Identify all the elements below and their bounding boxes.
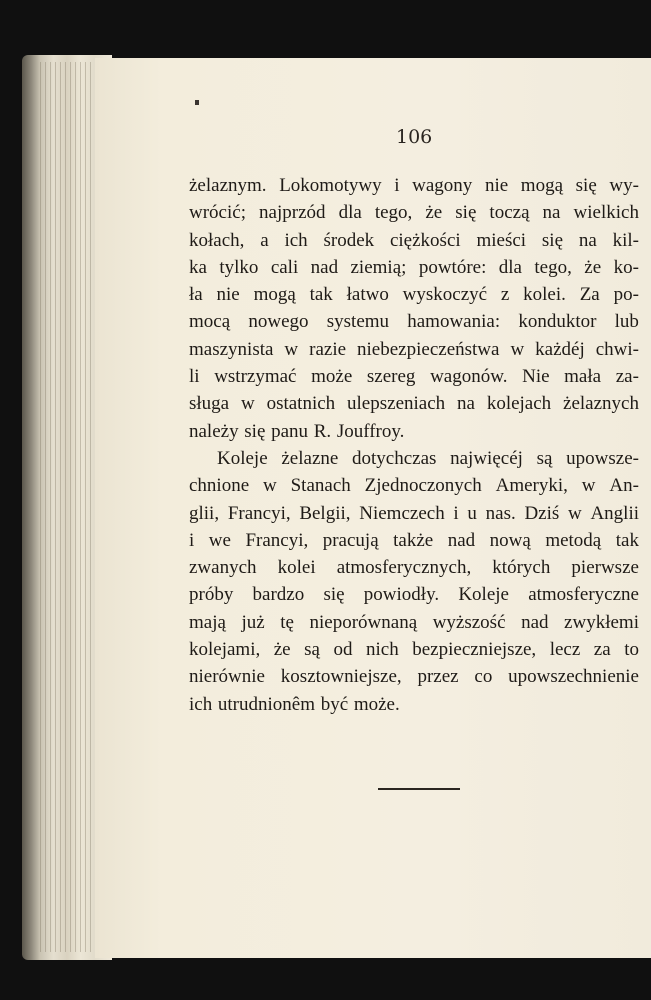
- text-line: [189, 172, 639, 199]
- word: upowszechnienie: [508, 666, 639, 688]
- page-number: 106: [396, 126, 433, 148]
- word: Za: [579, 284, 600, 306]
- word: systemu: [326, 311, 390, 333]
- word: ostatnich: [266, 393, 336, 415]
- word: pracują: [322, 529, 379, 551]
- word: u: [467, 502, 477, 524]
- text-line: [189, 609, 639, 636]
- word: powtóre:: [418, 256, 487, 278]
- word: żelazne: [281, 447, 339, 469]
- word: się: [323, 584, 345, 606]
- word: w: [240, 393, 255, 415]
- word: dotychczas: [352, 447, 437, 469]
- word: może: [311, 366, 353, 388]
- word: ich: [284, 229, 308, 251]
- word: Ameryki,: [495, 475, 568, 497]
- word: mała: [564, 366, 602, 388]
- word: się: [541, 229, 563, 251]
- word: środek: [323, 229, 375, 251]
- word: atmosferyczne: [528, 584, 639, 606]
- word: Lokomotywy: [279, 175, 382, 196]
- word: nieporównaną: [309, 611, 418, 633]
- word: wrócić;: [189, 202, 246, 224]
- ink-mark: [195, 100, 199, 105]
- word: się: [244, 420, 266, 442]
- word: także: [393, 529, 434, 551]
- word: wagonów.: [430, 366, 508, 388]
- text-line: [189, 254, 639, 281]
- word: w: [510, 338, 525, 360]
- word: że: [425, 202, 443, 224]
- word: ko-: [613, 256, 639, 278]
- word: Jouffroy.: [336, 420, 405, 442]
- word: nie: [484, 175, 509, 196]
- word: tego,: [534, 256, 572, 278]
- word: panu: [271, 420, 308, 442]
- word: i: [453, 502, 459, 524]
- word: w: [581, 475, 596, 497]
- text-line: [189, 336, 639, 363]
- word: bezpieczniejsze,: [412, 639, 537, 661]
- word: najwięcéj: [450, 447, 523, 469]
- word: na: [578, 229, 597, 251]
- word: Anglii: [590, 502, 639, 524]
- word: razie: [309, 338, 347, 360]
- word: się: [455, 202, 477, 224]
- word: nad: [447, 529, 476, 551]
- word: nową: [489, 529, 531, 551]
- word: lub: [614, 311, 639, 333]
- word: należy: [189, 420, 239, 442]
- word: Francyi,: [245, 529, 309, 551]
- word: wagony: [412, 175, 473, 196]
- word: chnione: [189, 475, 250, 497]
- word: kolejami,: [189, 639, 261, 661]
- word: już: [241, 611, 265, 633]
- word: glii,: [189, 502, 220, 524]
- text-line: [189, 663, 639, 690]
- word: nie: [216, 284, 240, 306]
- word: ła: [189, 284, 203, 306]
- word: bardzo: [252, 584, 305, 606]
- word: Zjednoczonych: [364, 475, 482, 497]
- word: we: [208, 529, 231, 551]
- word: w: [263, 475, 277, 497]
- word: po-: [613, 284, 639, 306]
- word: niebezpieczeństwa: [357, 338, 500, 360]
- text-line: [189, 227, 639, 254]
- word: nad: [310, 256, 339, 278]
- text-line: [189, 581, 639, 608]
- word: najprzód: [259, 202, 326, 224]
- word: żelaznych: [563, 393, 639, 415]
- word: że: [273, 639, 291, 661]
- word: Belgii,: [299, 502, 351, 524]
- word: zwanych: [189, 557, 257, 579]
- word: Nie: [522, 366, 550, 388]
- word: zwykłemi: [564, 611, 639, 633]
- word: sługa: [189, 393, 230, 415]
- word: mocą: [189, 311, 231, 333]
- word: maszynista: [189, 338, 274, 360]
- word: utrudnionêm: [217, 693, 316, 715]
- word: na: [457, 393, 475, 415]
- word: tego,: [374, 202, 413, 224]
- word: za: [593, 639, 611, 661]
- text-line: [189, 199, 639, 226]
- word: i: [394, 175, 400, 196]
- text-line: [189, 363, 639, 390]
- word: cali: [270, 256, 299, 278]
- word: wyskoczyć: [402, 284, 488, 306]
- word: hamowania:: [407, 311, 501, 333]
- word: kolei.: [523, 284, 566, 306]
- word: być: [320, 693, 349, 715]
- word: Francyi,: [227, 502, 291, 524]
- word: kosztowniejsze,: [280, 666, 402, 688]
- word: może.: [353, 693, 400, 715]
- word: nierównie: [189, 666, 265, 688]
- text-line: [189, 636, 639, 663]
- word: tę: [280, 611, 294, 633]
- word: mogą: [253, 284, 296, 306]
- word: toczą: [489, 202, 530, 224]
- word: Stanach: [290, 475, 351, 497]
- word: konduktor: [518, 311, 597, 333]
- word: kil-: [612, 229, 639, 251]
- word: kolei: [277, 557, 316, 579]
- word: tylko: [219, 256, 259, 278]
- word: dla: [498, 256, 522, 278]
- word: Koleje: [217, 447, 268, 469]
- closing-rule: [378, 788, 460, 790]
- word: są: [304, 639, 320, 661]
- word: mają: [189, 611, 226, 633]
- word: wielkich: [573, 202, 639, 224]
- word: za-: [615, 366, 639, 388]
- word: wyższość: [432, 611, 506, 633]
- word: atmosferycznych,: [336, 557, 472, 579]
- word: wstrzymać: [214, 366, 297, 388]
- word: nich: [366, 639, 399, 661]
- word: nad: [521, 611, 549, 633]
- word: co: [474, 666, 493, 688]
- text-line: [189, 554, 639, 581]
- word: nowego: [248, 311, 309, 333]
- word: kolejach: [486, 393, 552, 415]
- body-text: [189, 172, 639, 718]
- word: i: [189, 529, 195, 551]
- word: kołach,: [189, 229, 245, 251]
- word: ciężkości: [389, 229, 461, 251]
- text-line: [189, 281, 639, 308]
- word: lecz: [549, 639, 581, 661]
- word: że: [584, 256, 602, 278]
- word: próby: [189, 584, 234, 606]
- word: tak: [615, 529, 639, 551]
- word: się: [575, 175, 597, 196]
- word: R.: [313, 420, 332, 442]
- word: każdéj: [535, 338, 585, 360]
- word: ziemią;: [350, 256, 407, 278]
- text-line: [189, 500, 639, 527]
- word: a: [260, 229, 269, 251]
- word: od: [333, 639, 353, 661]
- text-line: [189, 691, 639, 718]
- word: upowsze-: [566, 447, 639, 469]
- word: są: [536, 447, 553, 469]
- word: pierwsze: [571, 557, 639, 579]
- word: Dziś: [524, 502, 560, 524]
- word: mogą: [520, 175, 564, 196]
- word: to: [624, 639, 639, 661]
- text-line: [189, 308, 639, 335]
- page-edge-stripes: [40, 62, 102, 952]
- word: wy-: [609, 175, 639, 196]
- text-line: [189, 527, 639, 554]
- text-line: [189, 418, 639, 445]
- text-line: [189, 472, 639, 499]
- word: tak: [309, 284, 333, 306]
- word: mieści: [476, 229, 527, 251]
- word: dla: [338, 202, 362, 224]
- word: ka: [189, 256, 207, 278]
- word: ulepszeniach: [347, 393, 446, 415]
- word: w: [567, 502, 582, 524]
- word: na: [542, 202, 561, 224]
- text-line: [189, 390, 639, 417]
- word: An-: [609, 475, 639, 497]
- word: szereg: [366, 366, 416, 388]
- word: których: [492, 557, 551, 579]
- word: łatwo: [346, 284, 389, 306]
- word: chwi-: [595, 338, 639, 360]
- word: żelaznym.: [189, 175, 267, 196]
- word: przez: [417, 666, 459, 688]
- word: nas.: [485, 502, 516, 524]
- word: w: [284, 338, 299, 360]
- word: Koleje: [458, 584, 509, 606]
- word: z: [500, 284, 510, 306]
- word: ich: [189, 693, 213, 715]
- word: Niemczech: [359, 502, 445, 524]
- text-line: [189, 445, 639, 472]
- word: metodą: [545, 529, 602, 551]
- word: li: [189, 366, 200, 388]
- word: powiodły.: [363, 584, 440, 606]
